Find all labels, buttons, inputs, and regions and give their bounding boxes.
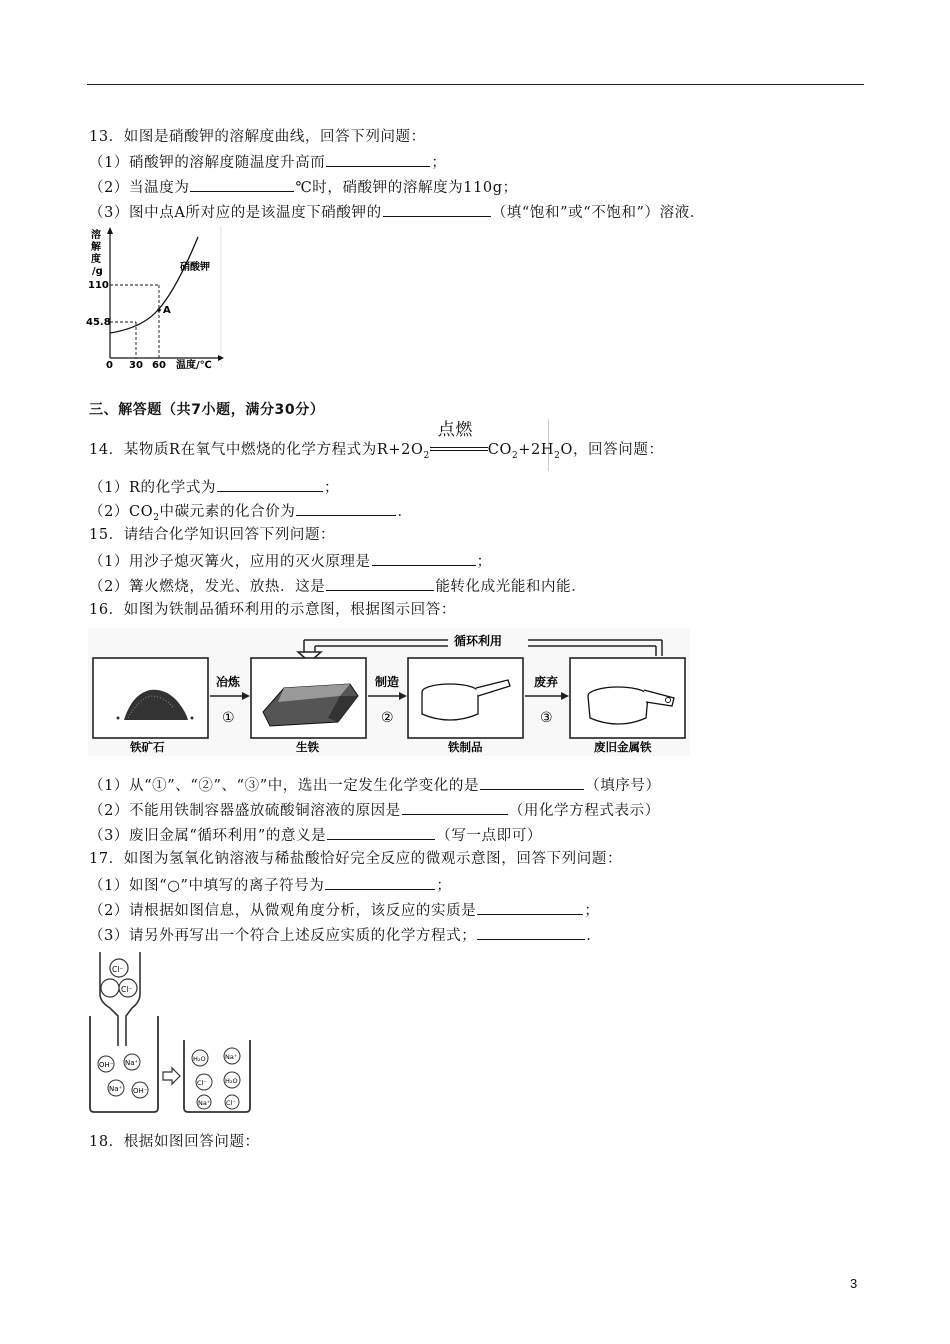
point-a	[157, 308, 161, 312]
q14-part1: （1）R的化学式为 ；	[89, 477, 339, 497]
xtick-60: 60	[152, 360, 166, 370]
q14-part2: $(2)CO_2$中碳元素的化合价为 ．	[89, 501, 413, 527]
y-label-2: 解	[91, 242, 101, 253]
answer-blank[interactable]	[326, 152, 430, 167]
iron-recycle-diagram	[88, 628, 690, 756]
y-label-3: 度	[91, 254, 101, 265]
q13-part1: （1）硝酸钾的溶解度随温度升高而 ；	[89, 152, 446, 172]
b1-ion-2: Na⁺	[125, 1059, 139, 1067]
answer-blank[interactable]	[477, 900, 583, 915]
xtick-30: 30	[129, 360, 143, 370]
q15-part2: （2）篝火燃烧，发光、放热．这是 能转化成光能和内能．	[89, 576, 586, 596]
recycle-label: 循环利用	[454, 634, 503, 648]
b2-ion-3: Cl⁻	[197, 1079, 207, 1087]
reaction-arrow	[163, 1068, 180, 1084]
solubility-graph	[86, 224, 226, 370]
box3-caption: 铁制品	[448, 740, 483, 754]
b1-ion-4: OH⁻	[133, 1087, 148, 1095]
blank-ion-circle	[101, 979, 119, 997]
answer-blank[interactable]	[327, 825, 435, 840]
q16-part2: （2）不能用铁制容器盛放硫酸铜溶液的原因是 （用化学方程式表示）	[89, 800, 660, 820]
q14-stem: 14．某物质R在氧气中燃烧的化学方程式为$R+2O_2$ 点燃 $CO_2+2H_2O$，回答问题：	[89, 420, 664, 461]
beaker-2	[184, 1040, 250, 1112]
q16-part3: （3）废旧金属“循环利用”的意义是 （写一点即可）	[89, 825, 542, 845]
answer-blank[interactable]	[325, 875, 435, 890]
q17-part2: （2）请根据如图信息，从微观角度分析，该反应的实质是 ；	[89, 900, 599, 920]
arrow2-num: ②	[381, 710, 394, 726]
answer-blank[interactable]	[372, 551, 476, 566]
q15-part1: （1）用沙子熄灭篝火，应用的灭火原理是 ；	[89, 551, 492, 571]
answer-blank[interactable]	[480, 775, 584, 790]
y-label-4: /g	[92, 266, 103, 277]
point-a-label: A	[163, 305, 171, 316]
header-rule	[87, 84, 864, 85]
b2-ion-4: H₂O	[225, 1077, 238, 1085]
q18-stem: 18．根据如图回答问题：	[89, 1134, 260, 1150]
b2-ion-5: Na⁺	[198, 1099, 211, 1107]
reaction-micro-diagram	[86, 946, 256, 1116]
b2-ion-1: H₂O	[193, 1055, 206, 1063]
page-number: 3	[850, 1276, 858, 1291]
box4-caption: 废旧金属铁	[594, 740, 652, 754]
box2-caption: 生铁	[296, 740, 319, 754]
y-label-1: 溶	[91, 230, 101, 241]
b1-ion-1: OH⁻	[99, 1061, 114, 1069]
b2-ion-6: Cl⁻	[226, 1099, 236, 1107]
funnel-ion-1: Cl⁻	[112, 965, 124, 974]
arrow3-label: 废弃	[534, 675, 559, 689]
solubility-curve	[110, 237, 198, 333]
q17-stem: 17．如图为氢氧化钠溶液与稀盐酸恰好完全反应的微观示意图，回答下列问题：	[89, 851, 623, 867]
answer-blank[interactable]	[296, 501, 396, 516]
x-label: 温度/℃	[176, 360, 212, 370]
answer-blank[interactable]	[190, 177, 294, 192]
arrow1-label: 冶炼	[216, 675, 241, 689]
q13-part2: （2）当温度为 ℃时，硝酸钾的溶解度为110g；	[89, 177, 518, 197]
q13-stem: 13．如图是硝酸钾的溶解度曲线，回答下列问题：	[89, 129, 426, 145]
b1-ion-3: Na⁺	[109, 1085, 123, 1093]
box1-caption: 铁矿石	[130, 740, 165, 754]
q15-stem: 15．请结合化学知识回答下列问题：	[89, 527, 336, 543]
q17-part3: （3）请另外再写出一个符合上述反应实质的化学方程式； ．	[89, 925, 601, 945]
arrow1-num: ①	[222, 710, 235, 726]
b2-ion-2: Na⁺	[225, 1053, 238, 1061]
reaction-condition: 点燃	[430, 441, 488, 459]
q17-part1: （1）如图“○”中填写的离子符号为 ；	[89, 875, 452, 895]
funnel-ion-2: Cl⁻	[121, 985, 133, 994]
arrow3-num: ③	[540, 710, 553, 726]
section-title: 三、解答题（共7小题，满分30分）	[89, 402, 325, 418]
xtick-0: 0	[106, 360, 113, 370]
ytick-110: 110	[88, 280, 109, 291]
answer-blank[interactable]	[383, 202, 491, 217]
curve-label: 硝酸钾	[180, 262, 210, 273]
answer-blank[interactable]	[402, 800, 508, 815]
answer-blank[interactable]	[217, 477, 323, 492]
answer-blank[interactable]	[477, 925, 585, 940]
q13-part3: （3）图中点A所对应的是该温度下硝酸钾的 （填“饱和”或“不饱和”）溶液．	[89, 202, 705, 222]
q16-part1: （1）从“①”、“②”、“③”中，选出一定发生化学变化的是 （填序号）	[89, 775, 661, 795]
answer-blank[interactable]	[326, 576, 434, 591]
arrow2-label: 制造	[375, 675, 400, 689]
ytick-45-8: 45.8	[86, 317, 111, 328]
q16-stem: 16．如图为铁制品循环利用的示意图，根据图示回答：	[89, 602, 456, 618]
